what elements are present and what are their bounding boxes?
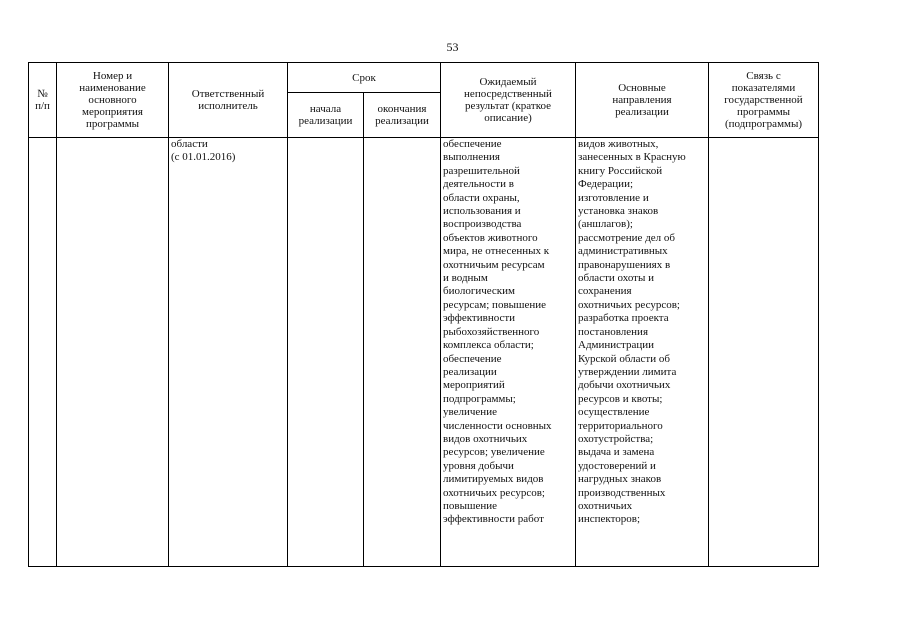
header-start-date: начала реализации [288,93,364,138]
cell-indicator-link [709,138,819,567]
header-activity-name: Номер и наименование основного мероприятия программы [57,63,169,138]
header-number: № п/п [29,63,57,138]
cell-number [29,138,57,567]
cell-responsible-executor: области (с 01.01.2016) [169,138,288,567]
header-term: Срок [288,63,441,93]
program-table [28,62,819,567]
header-responsible-executor: Ответственный исполнитель [169,63,288,138]
cell-end-date [364,138,441,567]
table-row [29,138,819,567]
header-expected-result: Ожидаемый непосредственный результат (краткое описание) [441,63,576,138]
header-main-directions: Основные направления реализации [576,63,709,138]
cell-main-directions: видов животных, занесенных в Красную книгу Российской Федерации; изготовление и установка знаков (аншлагов); рассмотрение дел об административных правонарушениях в области охоты и сохранения охотничьих ресурсов; разработка проекта постановления Администрации Курской области об утверждении лимита добычи охотничьих ресурсов и квоты; осуществление территориального охотустройства; выдача и замена удостоверений и нагрудных знаков производственных охотничьих инспекторов; [576,138,709,567]
cell-expected-result: обеспечение выполнения разрешительной деятельности в области охраны, использования и воспроизводства объектов животного мира, не отнесенных к охотничьим ресурсам и водным биологическим ресурсам; повышение эффективности рыбохозяйственного комплекса области; обеспечение реализации мероприятий подпрограммы; увеличение численности основных видов охотничьих ресурсов; увеличение уровня добычи лимитируемых видов охотничьих ресурсов; повышение эффективности работ [441,138,576,567]
header-indicator-link: Связь с показателями государственной программы (подпрограммы) [709,63,819,138]
cell-start-date [288,138,364,567]
page-number: 53 [446,40,459,54]
cell-activity-name [57,138,169,567]
header-end-date: окончания реализации [364,93,441,138]
